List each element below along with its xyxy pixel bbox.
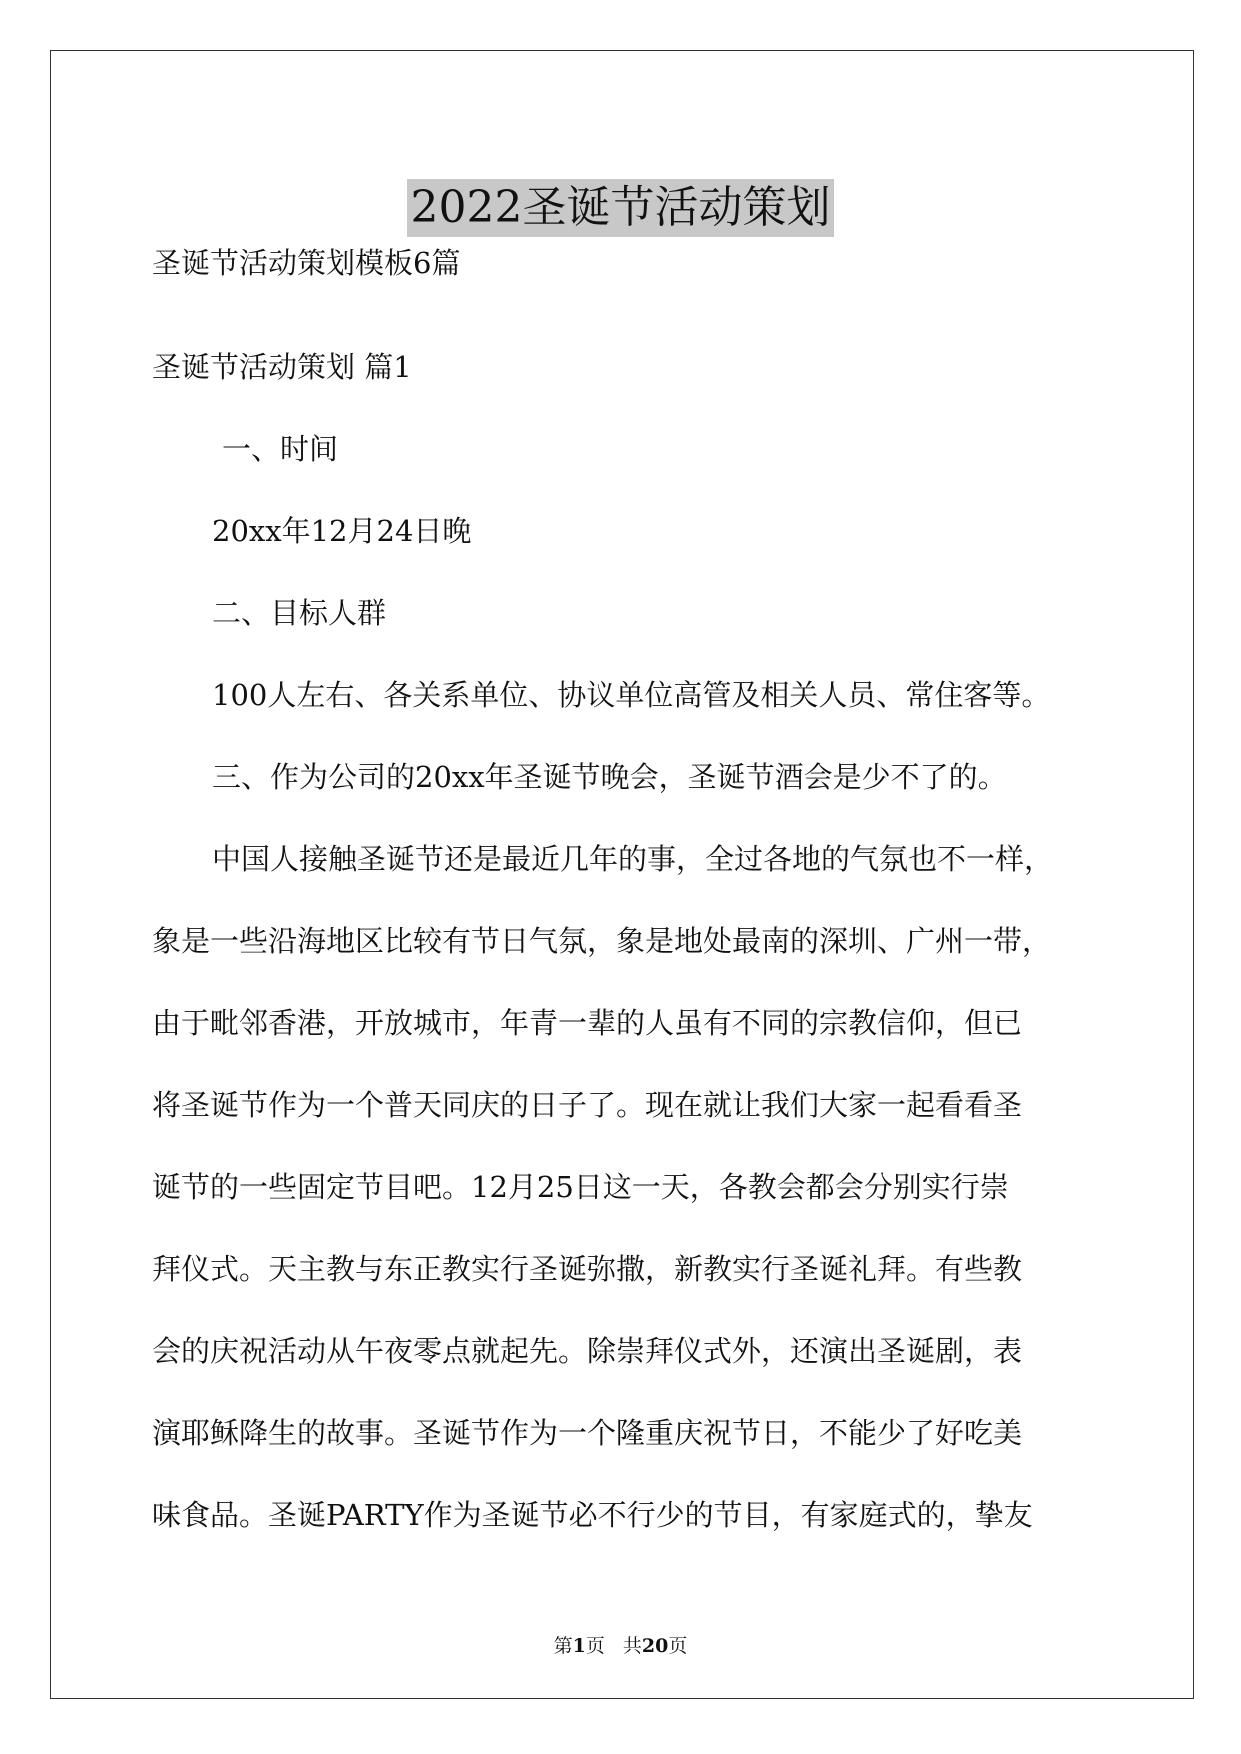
footer-page-suffix: 页 [585, 1635, 605, 1657]
item-time-heading: 一、时间 [222, 432, 339, 466]
section-heading: 圣诞节活动策划 篇1 [152, 350, 412, 384]
document-subtitle: 圣诞节活动策划模板6篇 [152, 246, 461, 280]
paragraph-line: 将圣诞节作为一个普天同庆的日子了。现在就让我们大家一起看看圣 [152, 1088, 1023, 1122]
paragraph-line: 象是一些沿海地区比较有节日气氛，象是地处最南的深圳、广州一带， [152, 924, 1052, 958]
footer-page-number: 1 [572, 1635, 586, 1657]
paragraph-line: 拜仪式。天主教与东正教实行圣诞弥撒，新教实行圣诞礼拜。有些教 [152, 1252, 1023, 1286]
item-party-heading: 三、作为公司的20xx年圣诞节晚会，圣诞节酒会是少不了的。 [212, 760, 1007, 794]
paragraph-line: 会的庆祝活动从午夜零点就起先。除崇拜仪式外，还演出圣诞剧，表 [152, 1334, 1023, 1368]
item-audience-heading: 二、目标人群 [212, 596, 387, 630]
item-time-value: 20xx年12月24日晚 [212, 514, 472, 548]
footer-total-pages: 20 [641, 1635, 669, 1657]
page-footer [0, 1634, 1241, 1658]
paragraph-line: 演耶稣降生的故事。圣诞节作为一个隆重庆祝节日，不能少了好吃美 [152, 1416, 1023, 1450]
paragraph-line: 味食品。圣诞PARTY作为圣诞节必不行少的节目，有家庭式的，挚友 [152, 1498, 1033, 1532]
footer-total-suffix: 页 [668, 1635, 688, 1657]
footer-total-prefix: 共 [622, 1635, 642, 1657]
paragraph-line: 中国人接触圣诞节还是最近几年的事，全过各地的气氛也不一样， [212, 842, 1054, 876]
paragraph-line: 由于毗邻香港，开放城市，年青一辈的人虽有不同的宗教信仰，但已 [152, 1006, 1023, 1040]
paragraph-line: 诞节的一些固定节目吧。12月25日这一天，各教会都会分别实行崇 [152, 1170, 1009, 1204]
item-audience-value: 100人左右、各关系单位、协议单位高管及相关人员、常住客等。 [212, 678, 1051, 712]
footer-page-prefix: 第 [553, 1635, 573, 1657]
document-title: 2022圣诞节活动策划 [407, 179, 835, 237]
